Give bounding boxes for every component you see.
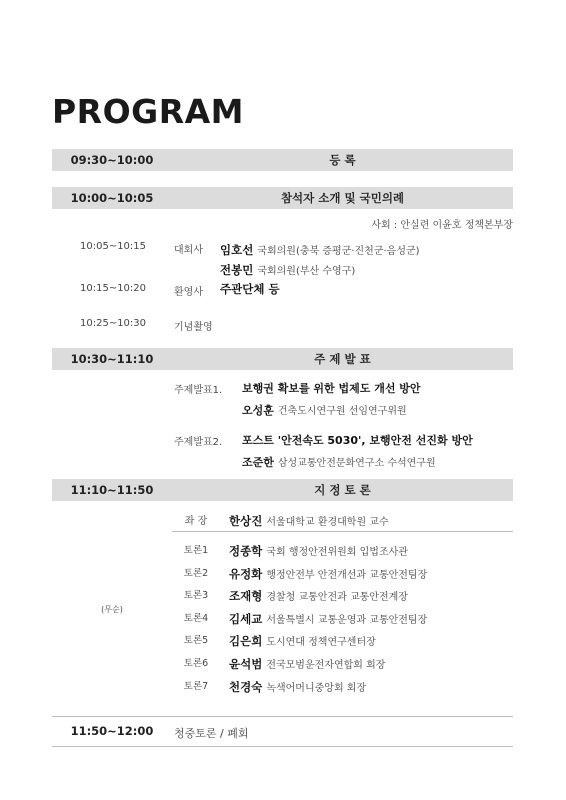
chair-desc: 서울대학교 환경대학원 교수 [266, 517, 389, 528]
host-note: 사회 : 안실련 이윤호 정책본부장 [371, 220, 513, 231]
panelist-name: 정종학 [229, 544, 263, 558]
presenter-name: 오성훈 [242, 404, 274, 417]
session-time: 10:30~11:10 [70, 352, 154, 366]
divider [172, 531, 513, 532]
panelist-label: 토론5 [183, 635, 209, 647]
session-time: 11:10~11:50 [70, 483, 154, 497]
item-role: 대회사 [174, 245, 203, 256]
order-note: (무순) [101, 605, 123, 614]
item-role: 환영사 [174, 287, 203, 298]
chair-row [229, 510, 389, 529]
presenter-desc: 건축도시연구원 선임연구위원 [277, 406, 407, 417]
divider [52, 746, 513, 747]
session-title: 등 록 [329, 153, 356, 167]
speaker-desc: 국회의원(충북 증평군·진천군·음성군) [257, 246, 420, 257]
panelist-desc: 행정안전부 안전개선과 교통안전팀장 [266, 569, 428, 581]
panelist-row [229, 563, 427, 582]
panelist-row [229, 540, 408, 559]
panelist-desc: 도시연대 정책연구센터장 [266, 637, 376, 649]
panelist-desc: 전국모범운전자연합회 회장 [266, 660, 386, 671]
item-time: 10:15~10:20 [80, 283, 147, 294]
presentation-label: 주제발표1. [174, 385, 223, 396]
session-title: 참석자 소개 및 국민의례 [280, 191, 405, 205]
panelist-label: 토론6 [183, 658, 209, 669]
panelist-row [229, 585, 408, 604]
speaker-row [220, 259, 355, 278]
item-role: 기념촬영 [174, 322, 213, 333]
panelist-name: 김세교 [229, 611, 263, 626]
session-bar-presentations [52, 348, 513, 370]
chair-name: 한상진 [229, 514, 263, 528]
panelist-label: 토론7 [183, 680, 209, 692]
speaker-name: 임호선 [220, 243, 254, 257]
panelist-name: 조재형 [229, 589, 263, 604]
panelist-row [229, 608, 427, 627]
session-bar-registration [52, 149, 513, 171]
panelist-label: 토론3 [183, 590, 209, 602]
session-bar-introduction [52, 187, 513, 209]
session-time: 09:30~10:00 [70, 153, 154, 167]
presenter-desc: 삼성교통안전문화연구소 수석연구원 [277, 458, 436, 469]
panelist-label: 토론4 [183, 612, 209, 624]
panelist-row [229, 630, 376, 649]
divider [52, 716, 513, 717]
presentation-title: 포스트 '안전속도 5030', 보행안전 선진화 방안 [242, 434, 473, 447]
panelist-desc: 녹색어머니중앙회 회장 [266, 682, 367, 694]
session-title: 주 제 발 표 [314, 352, 371, 366]
presentation-label: 주제발표2. [174, 437, 223, 448]
panelist-row [229, 676, 366, 695]
panelist-name: 천경숙 [229, 679, 263, 694]
item-time: 10:05~10:15 [80, 241, 147, 252]
panelist-label: 토론2 [183, 567, 209, 579]
panelist-desc: 경찰청 교통안전과 교통안전계장 [266, 592, 408, 604]
session-title: 지 정 토 론 [314, 483, 371, 497]
session-title: 청중토론 / 폐회 [174, 727, 249, 740]
chair-label: 좌 장 [184, 516, 208, 527]
session-time: 11:50~12:00 [70, 724, 154, 738]
item-text: 주관단체 등 [220, 282, 280, 296]
speaker-name: 전봉민 [220, 263, 254, 277]
page-title: PROGRAM [52, 92, 245, 131]
item-time: 10:25~10:30 [80, 318, 147, 329]
panelist-desc: 서울특별시 교통운영과 교통안전팀장 [266, 614, 428, 626]
panelist-name: 윤석범 [229, 657, 263, 671]
presentation-title: 보행권 확보를 위한 법제도 개선 방안 [242, 382, 421, 395]
speaker-row [220, 239, 420, 258]
session-bar-panel [52, 479, 513, 501]
session-time: 10:00~10:05 [70, 191, 154, 205]
presenter-name: 조준한 [242, 456, 274, 469]
presenter-row [242, 451, 436, 470]
panelist-row [229, 653, 385, 672]
panelist-name: 김은희 [229, 634, 263, 649]
presenter-row [242, 399, 407, 418]
panelist-name: 유정화 [229, 566, 263, 581]
panelist-desc: 국회 행정안전위원회 입법조사관 [266, 547, 408, 558]
speaker-desc: 국회의원(부산 수영구) [257, 266, 356, 277]
panelist-label: 토론1 [183, 545, 209, 556]
